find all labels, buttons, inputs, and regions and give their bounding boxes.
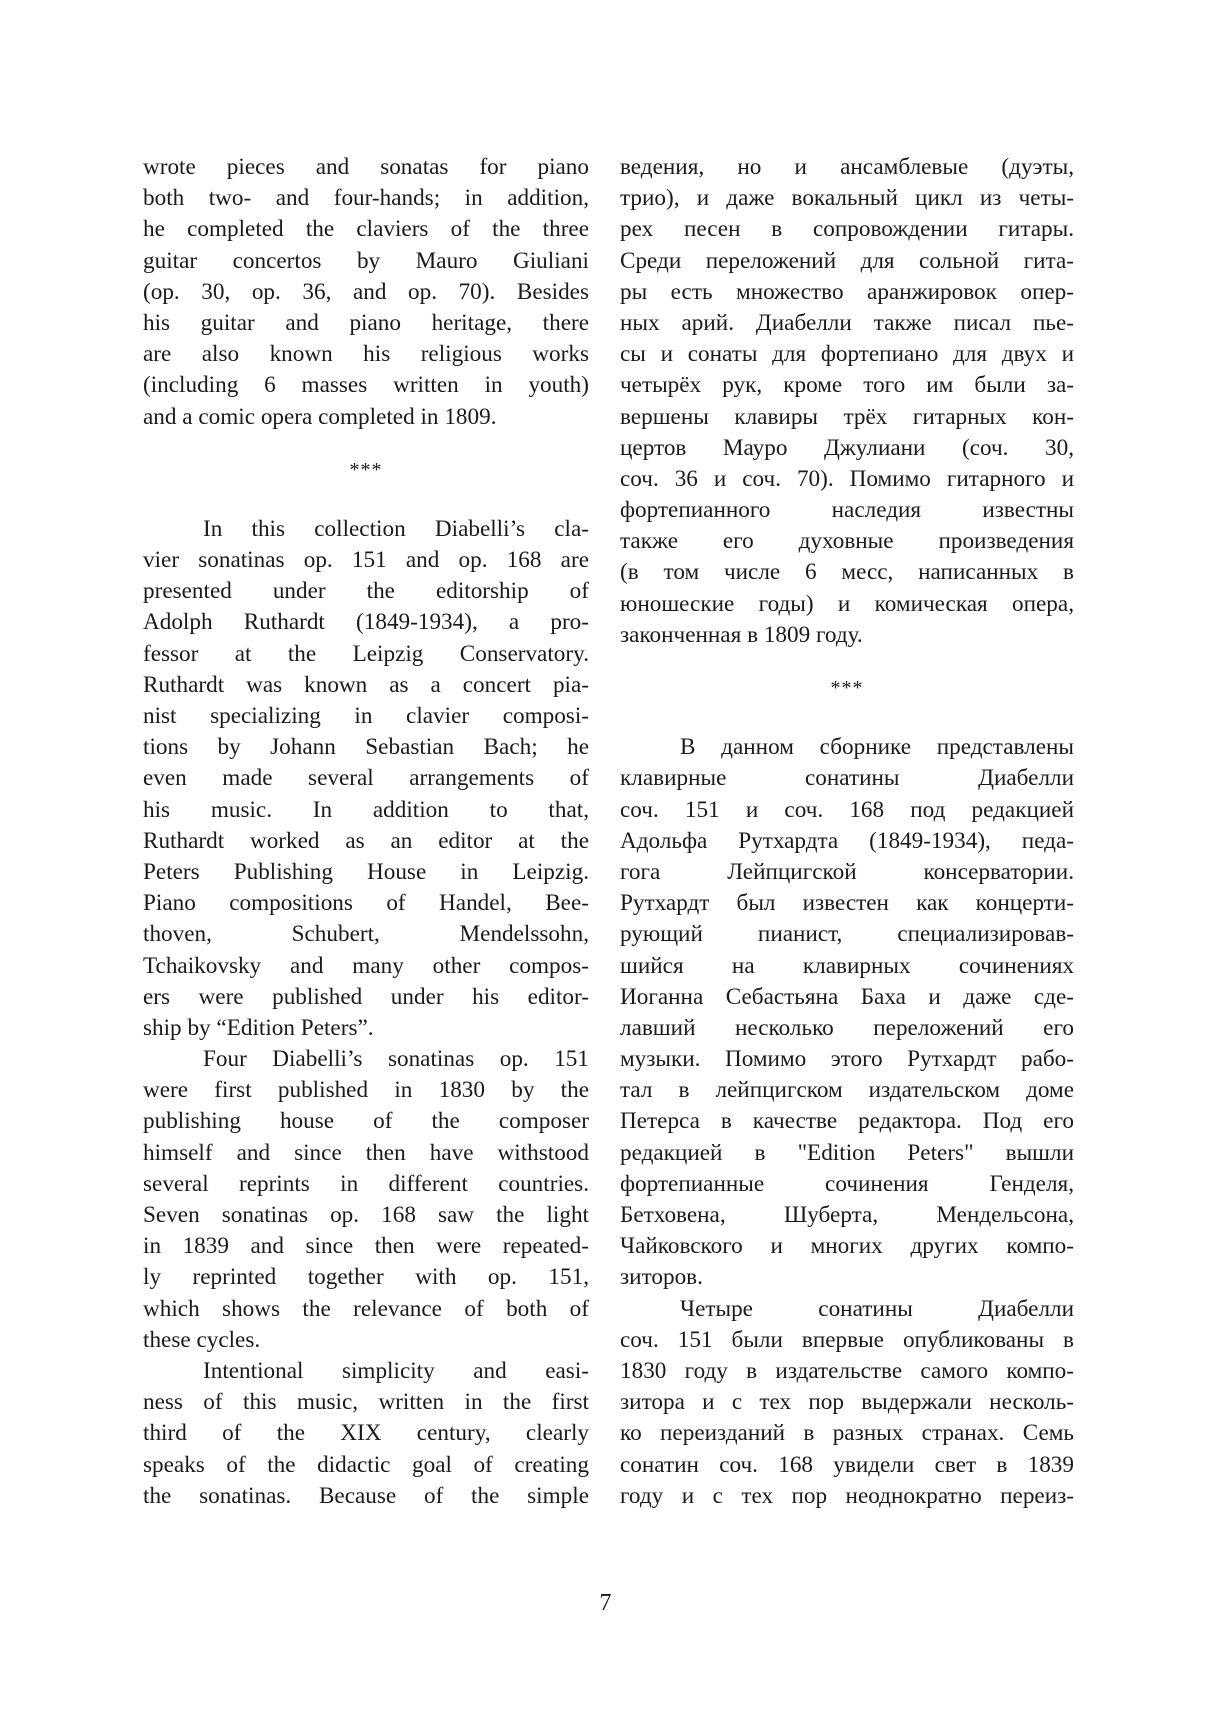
text-line: фортепианные сочинения Генделя, [620, 1170, 1074, 1197]
text-line: фортепианного наследия известны [620, 497, 1074, 524]
english-column [143, 152, 589, 1512]
text-line: 1830 году в издательстве самого компо- [620, 1357, 1074, 1384]
text-line: Intentional simplicity and easi- [203, 1357, 589, 1384]
text-line: также его духовные произведения [620, 528, 1074, 555]
text-line: юношеские годы) и комическая опера, [620, 590, 1074, 617]
text-line: wrote pieces and sonatas for piano [143, 154, 589, 180]
text-line: nist specializing in clavier composi- [143, 703, 589, 729]
text-line: Бетховена, Шуберта, Мендельсона, [620, 1202, 1074, 1228]
text-line: Four Diabelli’s sonatinas op. 151 [203, 1046, 589, 1073]
text-line: ных арий. Диабелли также писал пье- [620, 309, 1074, 336]
text-line: Среди переложений для сольной гита- [620, 247, 1074, 274]
text-line: tions by Johann Sebastian Bach; he [143, 734, 589, 761]
text-line: both two- and four-hands; in addition, [143, 185, 589, 212]
text-line: зиторов. [620, 1264, 703, 1291]
text-line: are also known his religious works [143, 341, 589, 368]
text-line: Иоганна Себастьяна Баха и даже сде- [620, 983, 1074, 1010]
text-line: Чайковского и многих других компо- [620, 1233, 1074, 1260]
text-line: ведения, но и ансамблевые (дуэты, [620, 154, 1074, 180]
text-line: Адольфа Рутхардта (1849-1934), педа- [620, 827, 1074, 854]
text-line: соч. 36 и соч. 70). Помимо гитарного и [620, 465, 1074, 492]
text-line: Четыре сонатины Диабелли [680, 1295, 1074, 1322]
text-line: рех песен в сопровождении гитары. [620, 216, 1074, 243]
text-line: Петерса в качестве редактора. Под его [620, 1108, 1074, 1135]
text-line: in 1839 and since then were repeated- [143, 1233, 589, 1260]
text-line: Рутхардт был известен как концерти- [620, 890, 1074, 917]
text-line: зитора и с тех пор выдержали несколь- [620, 1389, 1074, 1416]
text-line: even made several arrangements of [143, 765, 589, 792]
text-line: клавирные сонатины Диабелли [620, 765, 1074, 792]
paragraph-en-1 [143, 152, 589, 433]
text-line: and a comic opera completed in 1809. [143, 403, 497, 430]
text-line: guitar concertos by Mauro Giuliani [143, 247, 589, 274]
text-line: четырёх рук, кроме того им были за- [620, 372, 1074, 399]
text-line: ры есть множество аранжировок опер- [620, 278, 1074, 305]
text-line: сонатин соч. 168 увидели свет в 1839 [620, 1451, 1074, 1478]
text-line: fessor at the Leipzig Conservatory. [143, 640, 589, 667]
text-line: ly reprinted together with op. 151, [143, 1264, 589, 1291]
paragraph-en-3 [143, 1044, 589, 1356]
text-line: Seven sonatinas op. 168 saw the light [143, 1202, 589, 1228]
paragraph-ru-2 [620, 732, 1074, 1293]
text-line: presented under the editorship of [143, 578, 589, 605]
text-line: гога Лейпцигской консерватории. [620, 858, 1074, 885]
text-line: In this collection Diabelli’s cla- [203, 515, 589, 542]
text-line: speaks of the didactic goal of creating [143, 1451, 589, 1478]
text-line: Ruthardt was known as a concert pia- [143, 671, 589, 698]
text-line: рующий пианист, специализировав- [620, 921, 1074, 948]
text-line: his music. In addition to that, [143, 796, 589, 823]
text-line: his guitar and piano heritage, there [143, 309, 589, 336]
text-line: which shows the relevance of both of [143, 1295, 589, 1322]
section-separator: *** [830, 677, 864, 699]
text-line: these cycles. [143, 1326, 261, 1353]
text-line: сы и сонаты для фортепиано для двух и [620, 341, 1074, 368]
text-line: (в том числе 6 месс, написанных в [620, 559, 1074, 586]
text-line: году и с тех пор неоднократно переиз- [620, 1482, 1074, 1509]
paragraph-en-4 [143, 1356, 589, 1512]
page-number: 7 [599, 1590, 612, 1616]
text-line: vier sonatinas op. 151 and op. 168 are [143, 547, 589, 574]
paragraph-ru-1 [620, 152, 1074, 651]
text-line: (op. 30, op. 36, and op. 70). Besides [143, 278, 589, 305]
section-separator: *** [349, 458, 383, 481]
text-line: Piano compositions of Handel, Bee- [143, 890, 589, 917]
text-line: шийся на клавирных сочинениях [620, 952, 1074, 979]
text-line: ship by “Edition Peters”. [143, 1014, 374, 1041]
text-line: the sonatinas. Because of the simple [143, 1482, 589, 1509]
text-line: трио), и даже вокальный цикл из четы- [620, 185, 1074, 212]
text-line: Peters Publishing House in Leipzig. [143, 858, 589, 885]
text-line: thoven, Schubert, Mendelssohn, [143, 921, 589, 948]
text-line: (including 6 masses written in youth) [143, 372, 589, 399]
text-line: he completed the claviers of the three [143, 216, 589, 243]
text-line: himself and since then have withstood [143, 1139, 589, 1166]
text-line: Adolph Ruthardt (1849-1934), a pro- [143, 609, 589, 636]
text-line: several reprints in different countries. [143, 1170, 589, 1197]
text-line: Tchaikovsky and many other compos- [143, 952, 589, 979]
text-line: цертов Мауро Джулиани (соч. 30, [620, 434, 1074, 461]
text-line: музыки. Помимо этого Рутхардт рабо- [620, 1046, 1074, 1073]
text-line: were first published in 1830 by the [143, 1077, 589, 1104]
paragraph-en-2 [143, 514, 589, 1044]
text-line: соч. 151 были впервые опубликованы в [620, 1326, 1074, 1353]
text-line: редакцией в "Edition Peters" вышли [620, 1139, 1074, 1166]
text-line: ness of this music, written in the first [143, 1389, 589, 1416]
text-line: лавший несколько переложений его [620, 1014, 1074, 1041]
text-line: ко переизданий в разных странах. Семь [620, 1420, 1074, 1447]
text-line: ers were published under his editor- [143, 983, 589, 1010]
text-line: законченная в 1809 году. [620, 621, 863, 648]
text-line: вершены клавиры трёх гитарных кон- [620, 403, 1074, 430]
russian-column [620, 152, 1074, 1512]
text-line: Ruthardt worked as an editor at the [143, 827, 589, 854]
text-line: publishing house of the composer [143, 1108, 589, 1135]
text-line: В данном сборнике представлены [680, 734, 1074, 761]
text-line: тал в лейпцигском издательском доме [620, 1077, 1074, 1104]
text-line: third of the XIX century, clearly [143, 1420, 589, 1447]
text-line: соч. 151 и соч. 168 под редакцией [620, 796, 1074, 823]
paragraph-ru-3 [620, 1294, 1074, 1512]
